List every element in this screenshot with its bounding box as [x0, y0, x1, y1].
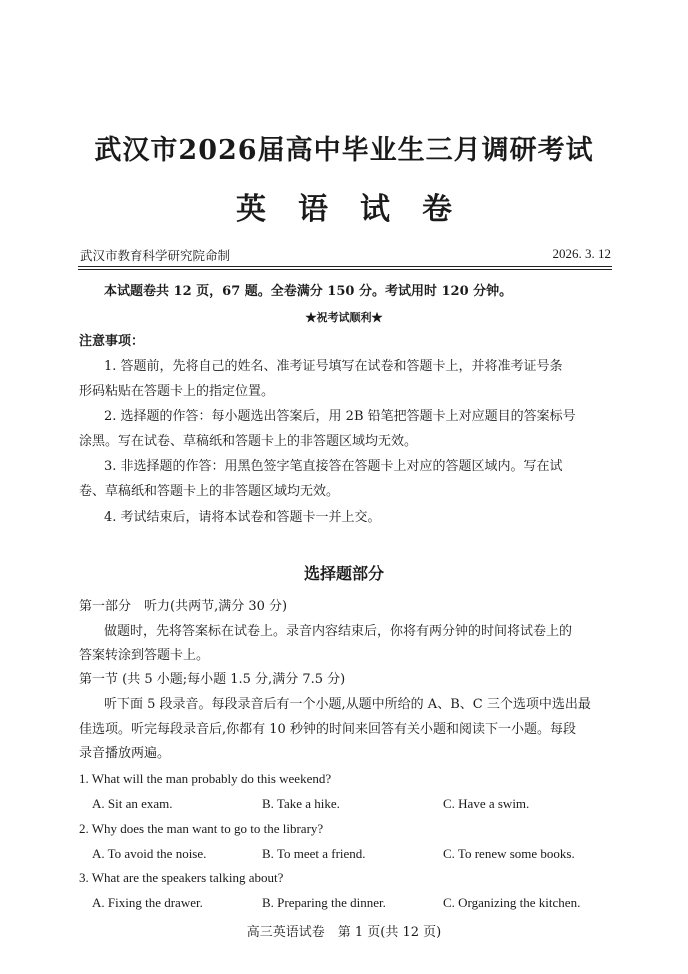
subsection-instructions: 听下面 5 段录音。每段录音后有一个小题,从题中所给的 A、B、C 三个选项中选出最 [104, 697, 591, 712]
subtitle-char: 英 [236, 192, 266, 227]
part-instructions: 做题时，先将答案标在试卷上。录音内容结束后，你将有两分钟的时间将试卷上的 [104, 624, 573, 639]
note-item-cont: 形码粘贴在答题卡上的指定位置。 [79, 384, 275, 399]
note-item: 4. 考试结束后，请将本试卷和答题卡一并上交。 [104, 510, 381, 525]
part-heading: 第一部分 听力(共两节,满分 30 分) [79, 599, 288, 614]
question-stem: 3. What are the speakers talking about? [79, 870, 284, 885]
option-b: B. Take a hike. [262, 796, 340, 811]
subtitle-char: 语 [298, 192, 328, 227]
subsection-instructions-cont: 佳选项。听完每段录音后,你都有 10 秒钟的时间来回答有关小题和阅读下一小题。每段 [79, 722, 576, 737]
question-stem: 2. Why does the man want to go to the library? [79, 821, 324, 836]
question-stem: 1. What will the man probably do this weekend? [79, 771, 332, 786]
option-a: A. To avoid the noise. [92, 846, 207, 861]
subtitle-char: 卷 [422, 192, 452, 227]
subsection-instructions-cont: 录音播放两遍。 [79, 746, 171, 761]
note-item: 1. 答题前，先将自己的姓名、准考证号填写在试卷和答题卡上，并将准考证号条 [104, 359, 563, 374]
subsection-heading: 第一节 (共 5 小题;每小题 1.5 分,满分 7.5 分) [79, 672, 346, 687]
exam-date: 2026. 3. 12 [552, 246, 611, 261]
notes-heading: 注意事项： [79, 334, 145, 349]
note-item: 2. 选择题的作答：每小题选出答案后，用 2B 铅笔把答题卡上对应题目的答案标号 [104, 409, 576, 424]
option-c: C. To renew some books. [443, 846, 575, 861]
option-c: C. Have a swim. [443, 796, 530, 811]
subtitle-char: 试 [360, 192, 390, 227]
good-luck-note: ★祝考试顺利★ [305, 311, 383, 324]
part-instructions-cont: 答案转涂到答题卡上。 [79, 648, 210, 663]
section-title: 选择题部分 [303, 564, 384, 583]
note-item: 3. 非选择题的作答：用黑色签字笔直接答在答题卡上对应的答题区域内。写在试 [104, 459, 563, 474]
option-c: C. Organizing the kitchen. [443, 895, 581, 910]
option-a: A. Sit an exam. [92, 796, 173, 811]
option-a: A. Fixing the drawer. [92, 895, 203, 910]
issuer-label: 武汉市教育科学研究院命制 [80, 248, 231, 263]
note-item-cont: 涂黑。写在试卷、草稿纸和答题卡上的非答题区域均无效。 [79, 434, 418, 449]
exam-subtitle [0, 184, 688, 228]
exam-title: 武汉市2026届高中毕业生三月调研考试 [94, 135, 594, 166]
header-divider [78, 266, 612, 267]
exam-summary: 本试题卷共 12 页，67 题。全卷满分 150 分。考试用时 120 分钟。 [104, 284, 513, 299]
option-b: B. To meet a friend. [262, 846, 366, 861]
option-b: B. Preparing the dinner. [262, 895, 386, 910]
note-item-cont: 卷、草稿纸和答题卡上的非答题区域均无效。 [79, 484, 340, 499]
page-footer: 高三英语试卷 第 1 页(共 12 页) [246, 925, 442, 940]
header-divider-thin [78, 269, 612, 270]
